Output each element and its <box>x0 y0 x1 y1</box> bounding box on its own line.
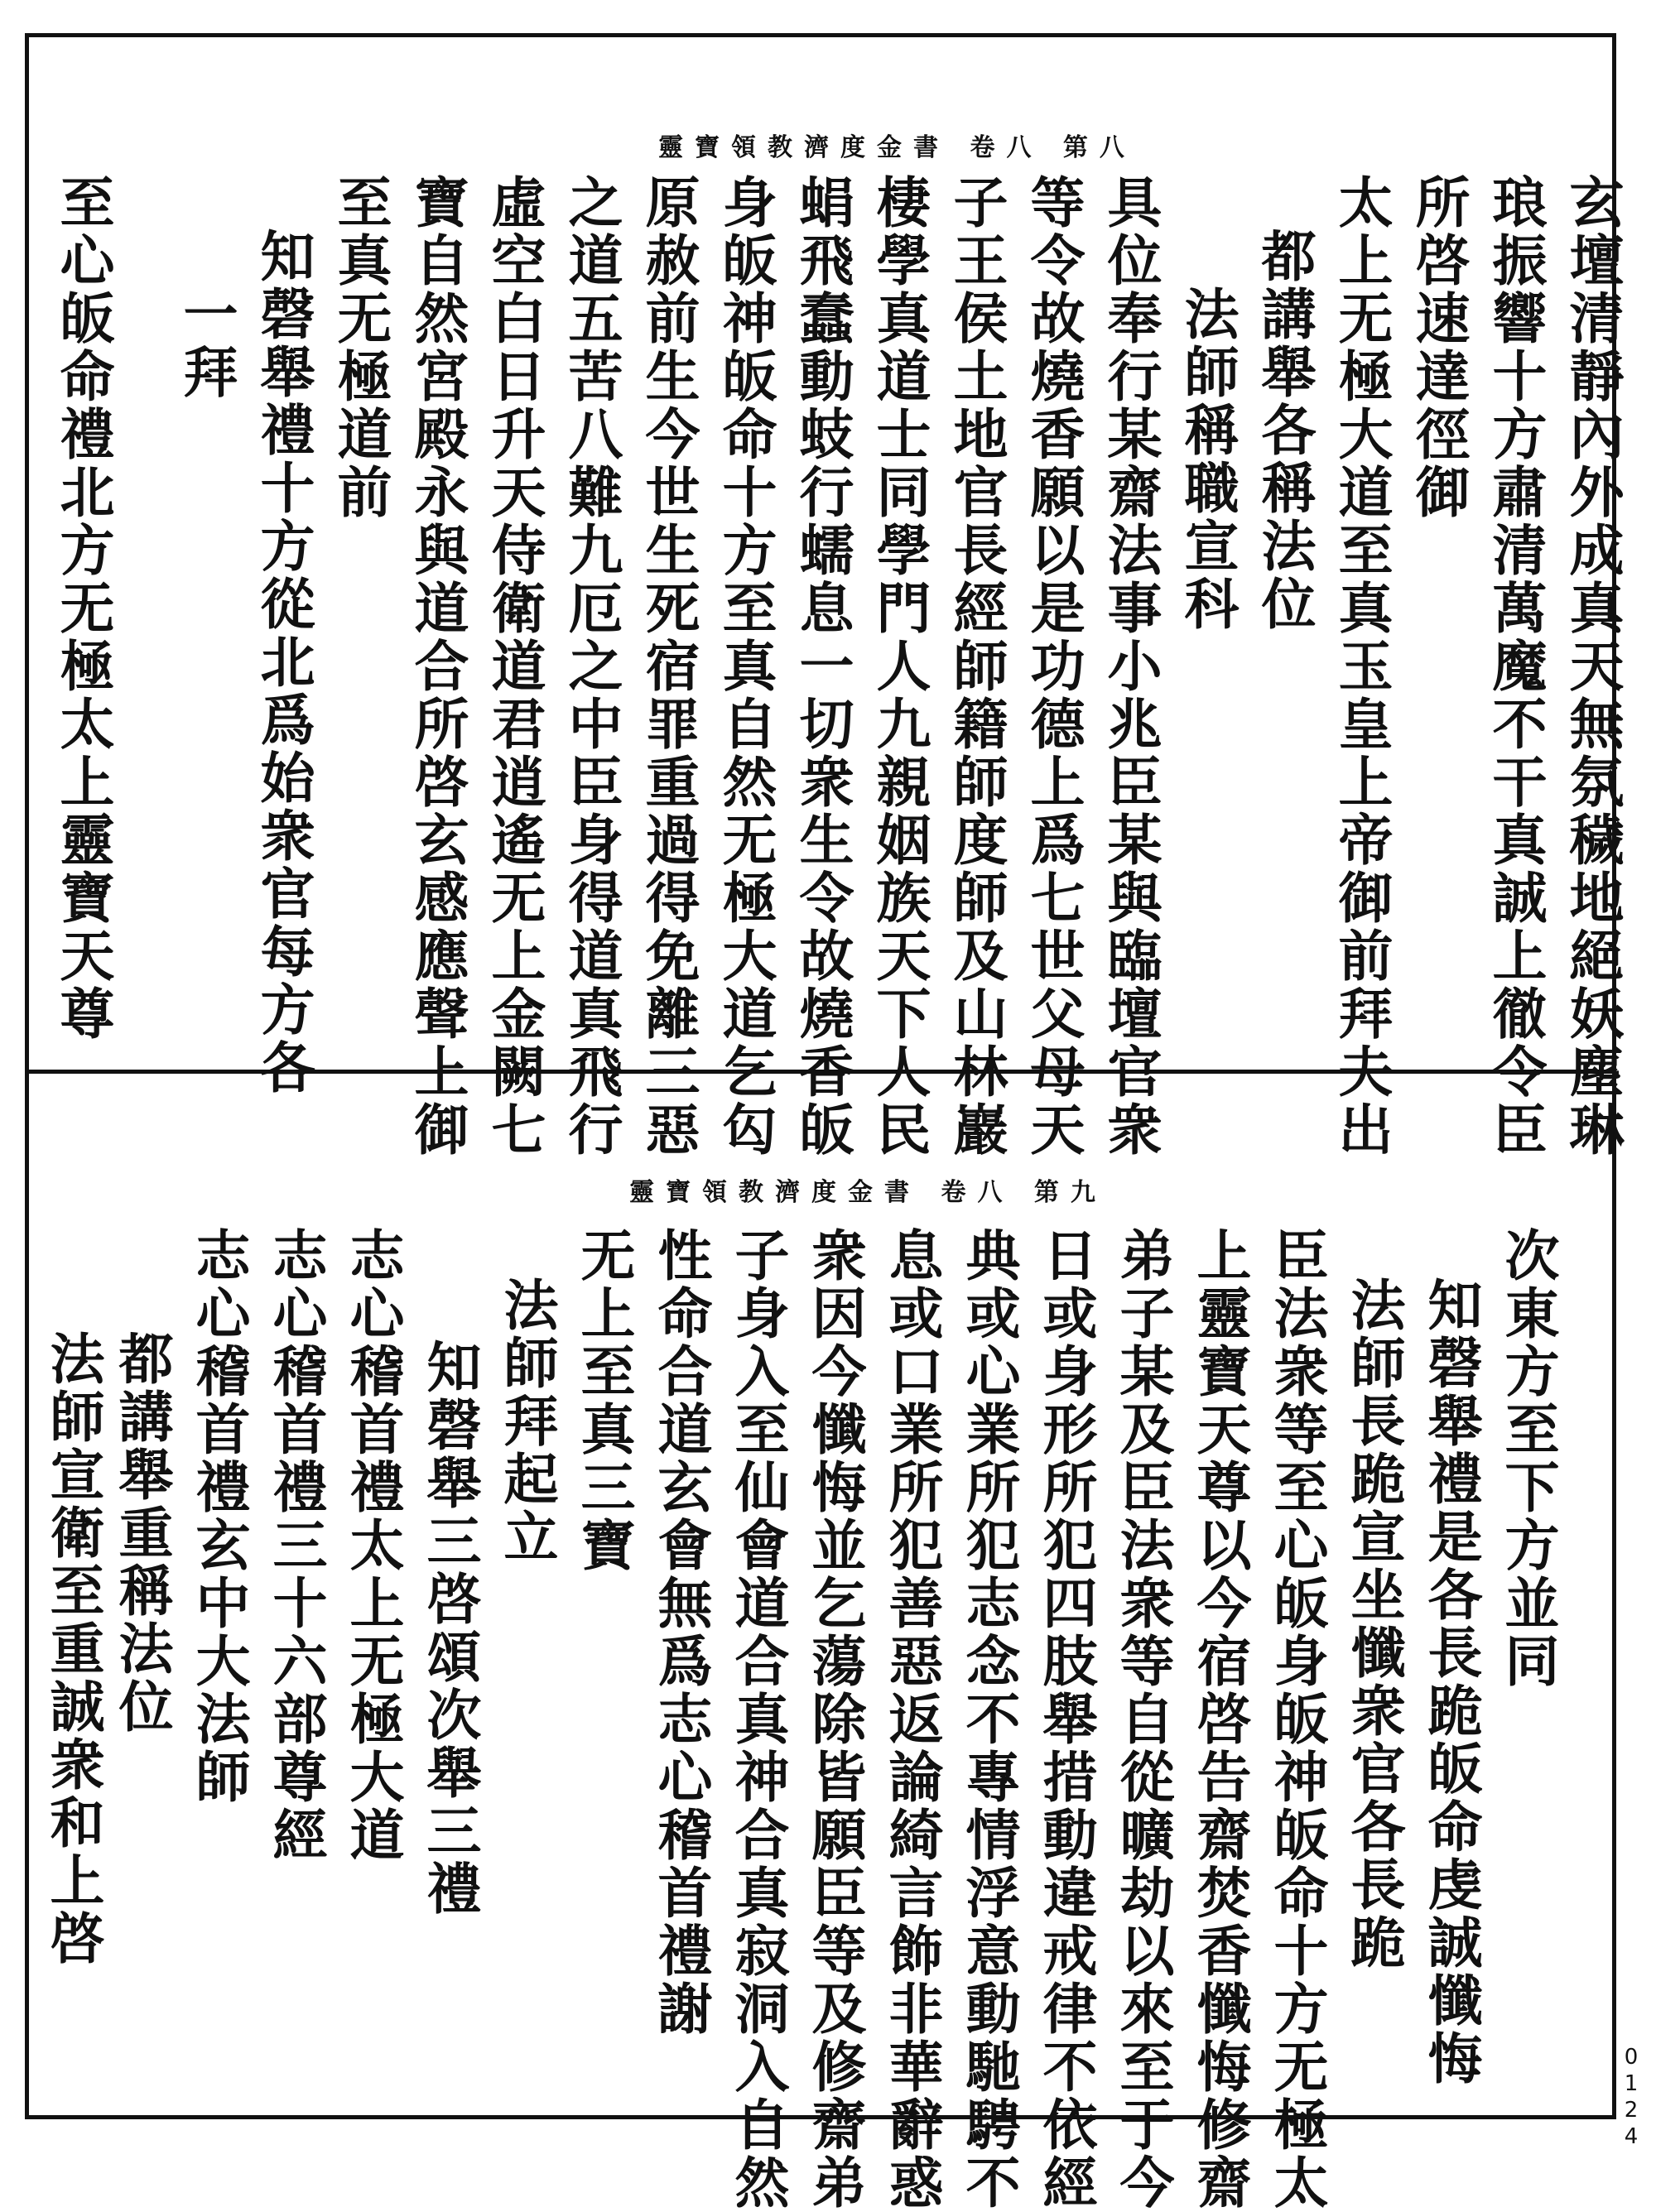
text-column: 玄壇清靜內外成真天無氛穢地絕妖塵琳 <box>1560 174 1625 1159</box>
text-column: 弟子某及臣法衆等自從曠劫以來至于今 <box>1110 1227 1175 2212</box>
text-column: 次東方至下方並同 <box>1495 1227 1560 1690</box>
text-column: 至真无極道前 <box>328 174 392 522</box>
text-column: 子身入至仙會道合真神合真寂洞入自然 <box>725 1227 790 2212</box>
text-column: 之道五苦八難九厄之中臣身得道真飛行 <box>559 174 623 1159</box>
text-column: 太上无極大道至真玉皇上帝御前拜夫出 <box>1329 174 1394 1159</box>
text-column: 志心稽首禮太上无極大道 <box>340 1227 405 1864</box>
text-column: 知磬舉禮是各長跪皈命虔誠懺悔 <box>1418 1277 1483 2088</box>
text-column: 寶自然宮殿永與道合所啓玄感應聲上御 <box>405 174 469 1159</box>
text-column: 无上至真三寶 <box>571 1227 636 1575</box>
text-column: 法師宣衛至重誠衆和上啓 <box>41 1330 105 1968</box>
text-column: 一拜 <box>174 286 238 402</box>
text-column: 志心稽首禮玄中大法師 <box>186 1227 251 1806</box>
text-column: 棲學真道士同學門人九親姻族天下人民 <box>867 174 932 1159</box>
text-column: 志心稽首禮三十六部尊經 <box>263 1227 328 1864</box>
top-page <box>29 37 1625 1159</box>
text-column: 息或口業所犯善惡返論綺言飾非華辭惑 <box>879 1227 944 2212</box>
text-column: 都講舉各稱法位 <box>1252 228 1317 633</box>
text-column: 琅振響十方肅清萬魔不干真誠上徹令臣 <box>1483 174 1548 1159</box>
page-header: 靈寶領教濟度金書 卷八 第八 <box>658 133 1136 162</box>
text-column: 虛空白日升天侍衛道君逍遙无上金闕七 <box>482 174 546 1159</box>
text-column: 法師拜起立 <box>494 1277 559 1566</box>
text-column: 性命合道玄會無爲志心稽首禮謝 <box>648 1227 713 2038</box>
text-column: 都講舉重稱法位 <box>109 1330 174 1736</box>
text-column: 衆因今懺悔並乞蕩除皆願臣等及修齋弟 <box>802 1227 867 2212</box>
text-column: 具位奉行某齋法事小兆臣某與臨壇官衆 <box>1098 174 1163 1159</box>
text-column: 原赦前生今世生死宿罪重過得免離三惡 <box>636 174 700 1159</box>
text-column: 日或身形所犯四肢舉措動違戒律不依經 <box>1033 1227 1098 2212</box>
text-column: 上靈寶天尊以今宿啓告齋焚香懺悔修齋 <box>1187 1227 1252 2212</box>
text-column: 知磬舉禮十方從北爲始衆官每方各 <box>251 228 315 1097</box>
bottom-page <box>29 1074 1612 2212</box>
text-column: 至心皈命禮北方无極太上靈寶天尊 <box>51 174 115 1043</box>
text-column: 所啓速達徑御 <box>1406 174 1471 522</box>
page-number: 0124 <box>1619 2045 1644 2151</box>
text-column: 子王侯土地官長經師籍師度師及山林巖 <box>944 174 1009 1159</box>
text-column: 法師長跪宣坐懺衆官各長跪 <box>1341 1277 1406 1972</box>
text-column: 法師稱職宣科 <box>1175 286 1240 633</box>
text-column: 臣法衆等至心皈身皈神皈命十方无極太 <box>1264 1227 1329 2212</box>
text-column: 蜎飛蠢動蚑行蠕息一切衆生令故燒香皈 <box>790 174 854 1159</box>
text-column: 知磬舉三啓頌次舉三禮 <box>417 1339 482 1918</box>
text-column: 身皈神皈命十方至真自然无極大道乞匃 <box>713 174 777 1159</box>
page-header: 靈寶領教濟度金書 卷八 第九 <box>629 1178 1107 1207</box>
text-column: 等令故燒香願以是功德上爲七世父母天 <box>1021 174 1086 1159</box>
text-column: 典或心業所犯志念不專情浮意動馳騁不 <box>956 1227 1021 2212</box>
